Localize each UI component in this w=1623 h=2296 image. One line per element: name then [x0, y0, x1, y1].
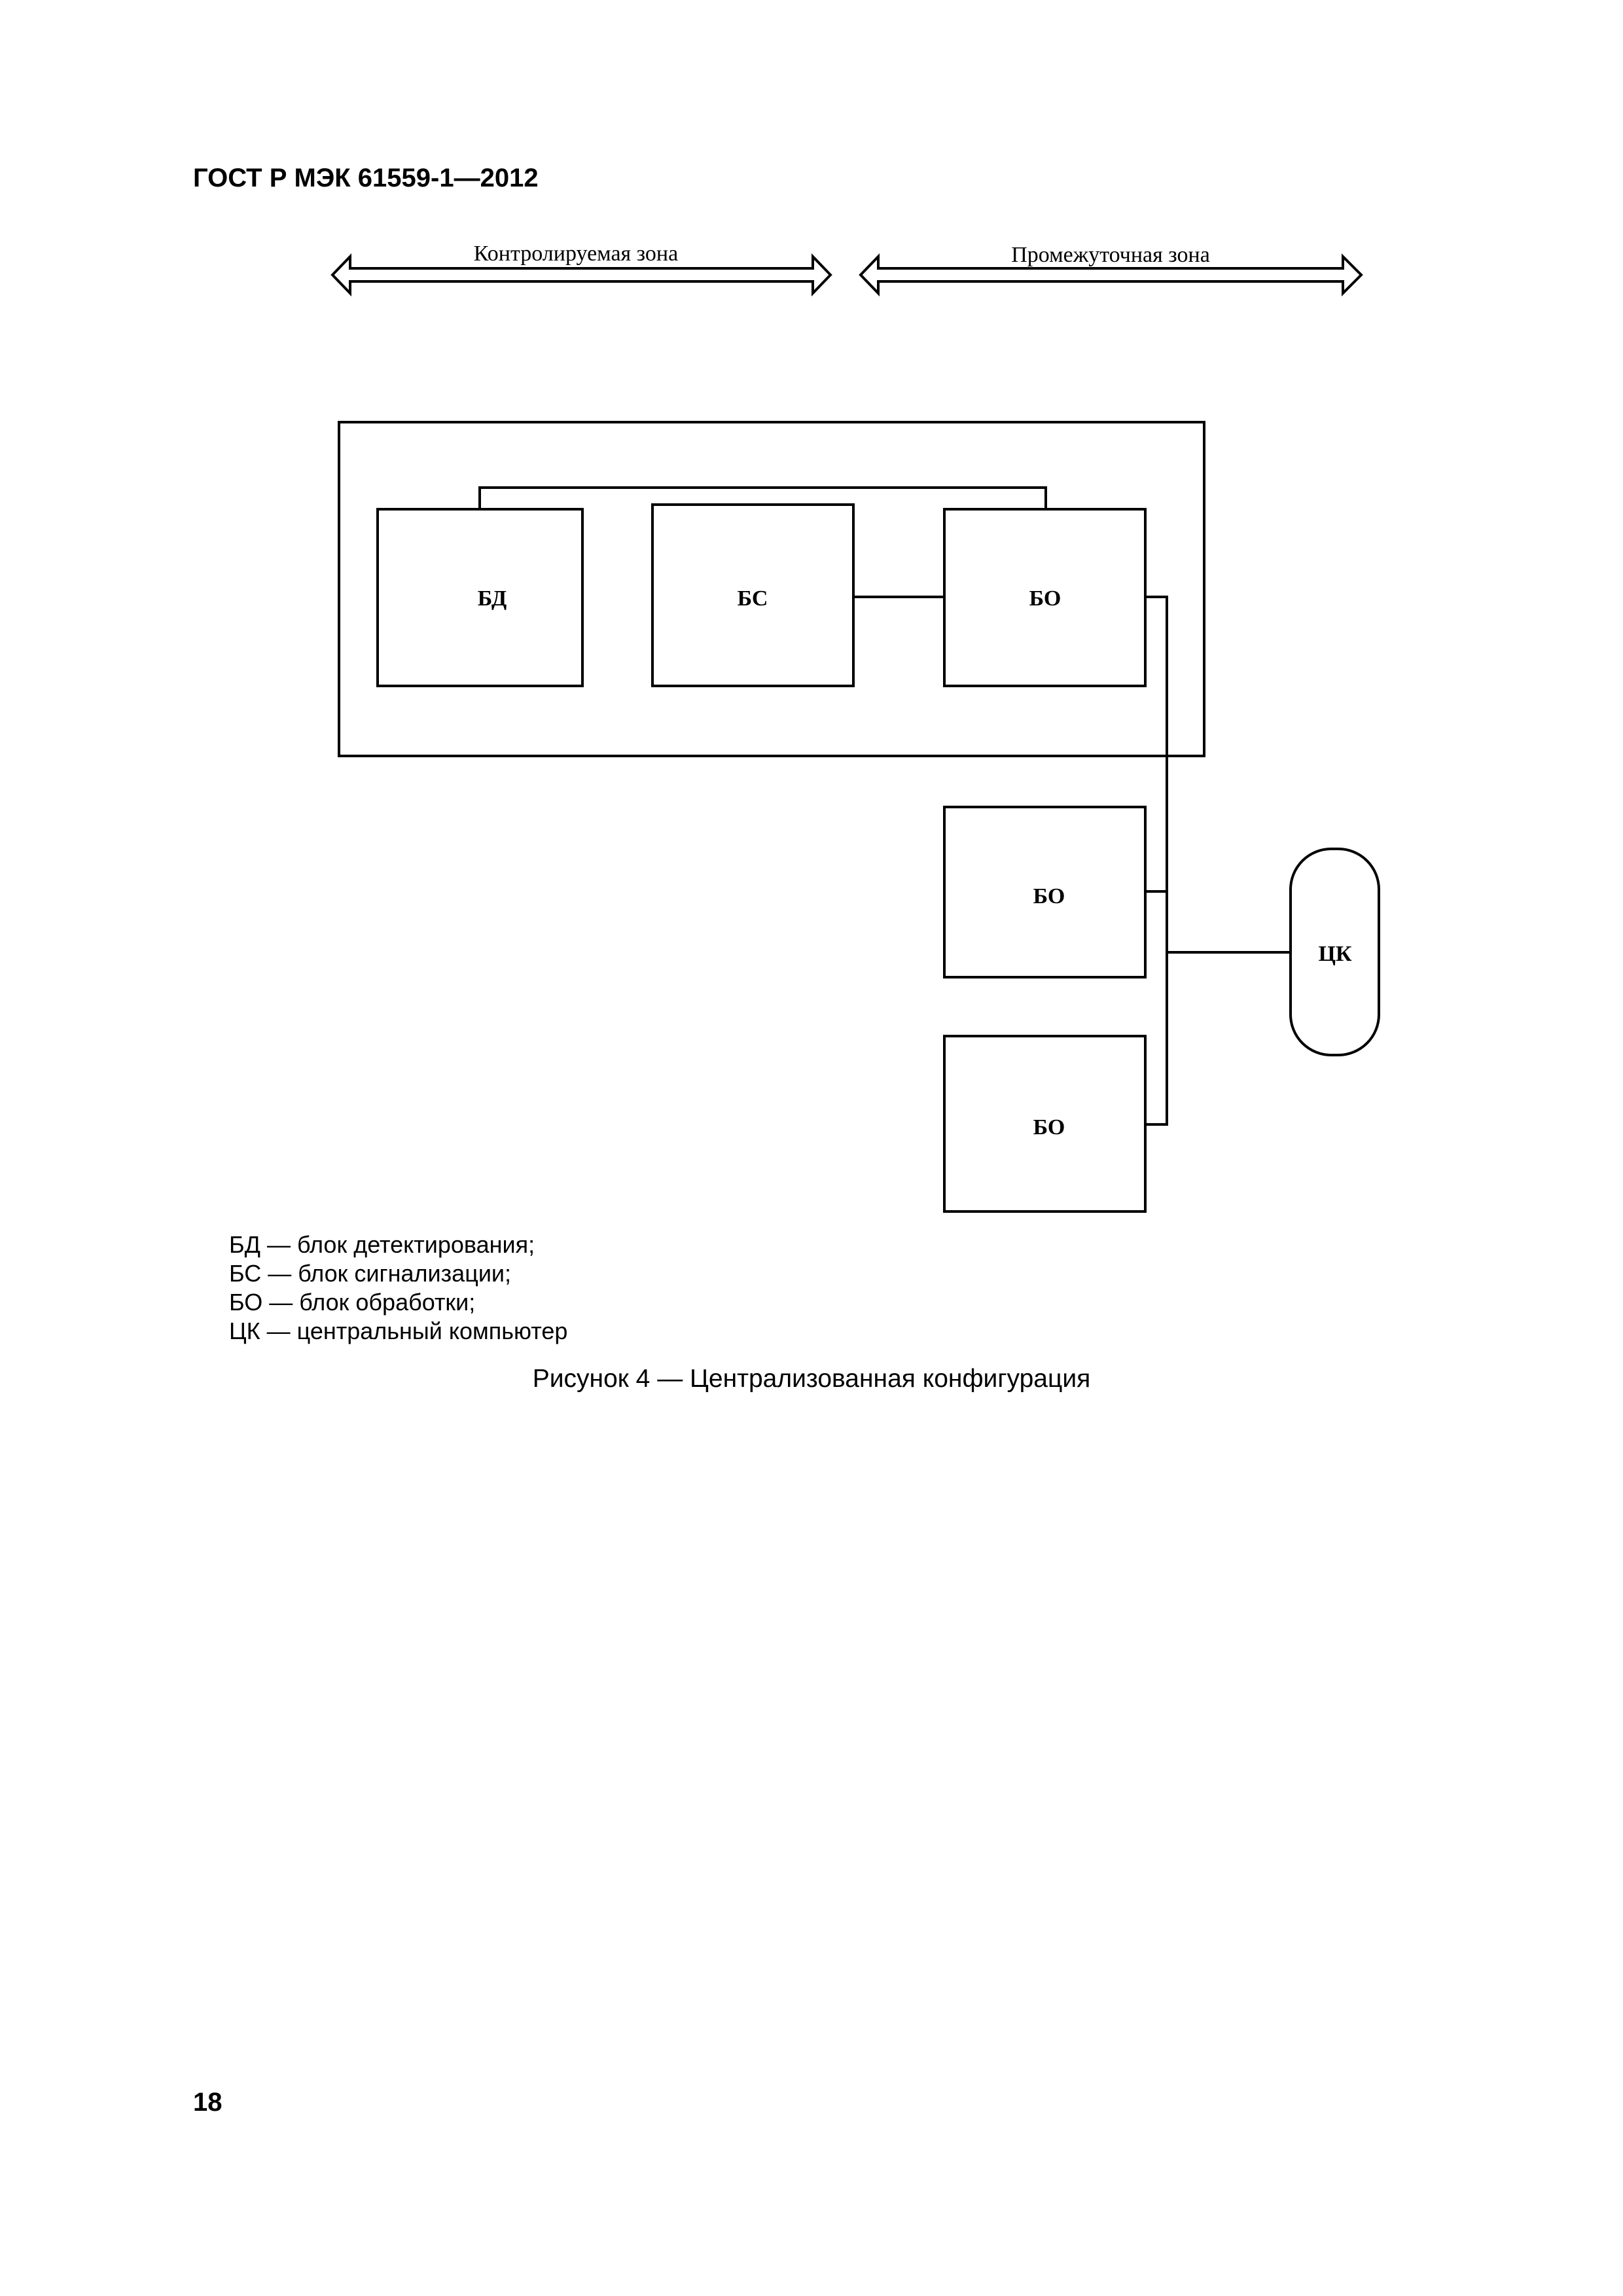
- intermediate-zone-label: Промежуточная зона: [1011, 243, 1210, 267]
- bo-block-1-label: БО: [1029, 586, 1061, 611]
- figure-legend: [229, 1230, 567, 1346]
- bo-block-3-label: БО: [1033, 1115, 1065, 1139]
- bs-block-label: БС: [737, 586, 768, 611]
- figure-caption: Рисунок 4 — Централизованная конфигурация: [532, 1365, 1091, 1393]
- page-number: 18: [193, 2088, 223, 2117]
- legend-item-bs: БС — блок сигнализации;: [229, 1260, 512, 1287]
- document-header: ГОСТ Р МЭК 61559-1—2012: [193, 164, 539, 192]
- bd-block-label: БД: [477, 586, 507, 611]
- bo-bus-connection: [1145, 597, 1167, 1124]
- ck-block-label: ЦК: [1318, 942, 1352, 966]
- bo-block-2-label: БО: [1033, 884, 1065, 908]
- legend-item-ck: ЦК — центральный компьютер: [229, 1318, 568, 1344]
- legend-item-bo: БО — блок обработки;: [229, 1289, 476, 1316]
- controlled-zone-label: Контролируемая зона: [473, 242, 679, 266]
- legend-item-bd: БД — блок детектирования;: [229, 1231, 535, 1258]
